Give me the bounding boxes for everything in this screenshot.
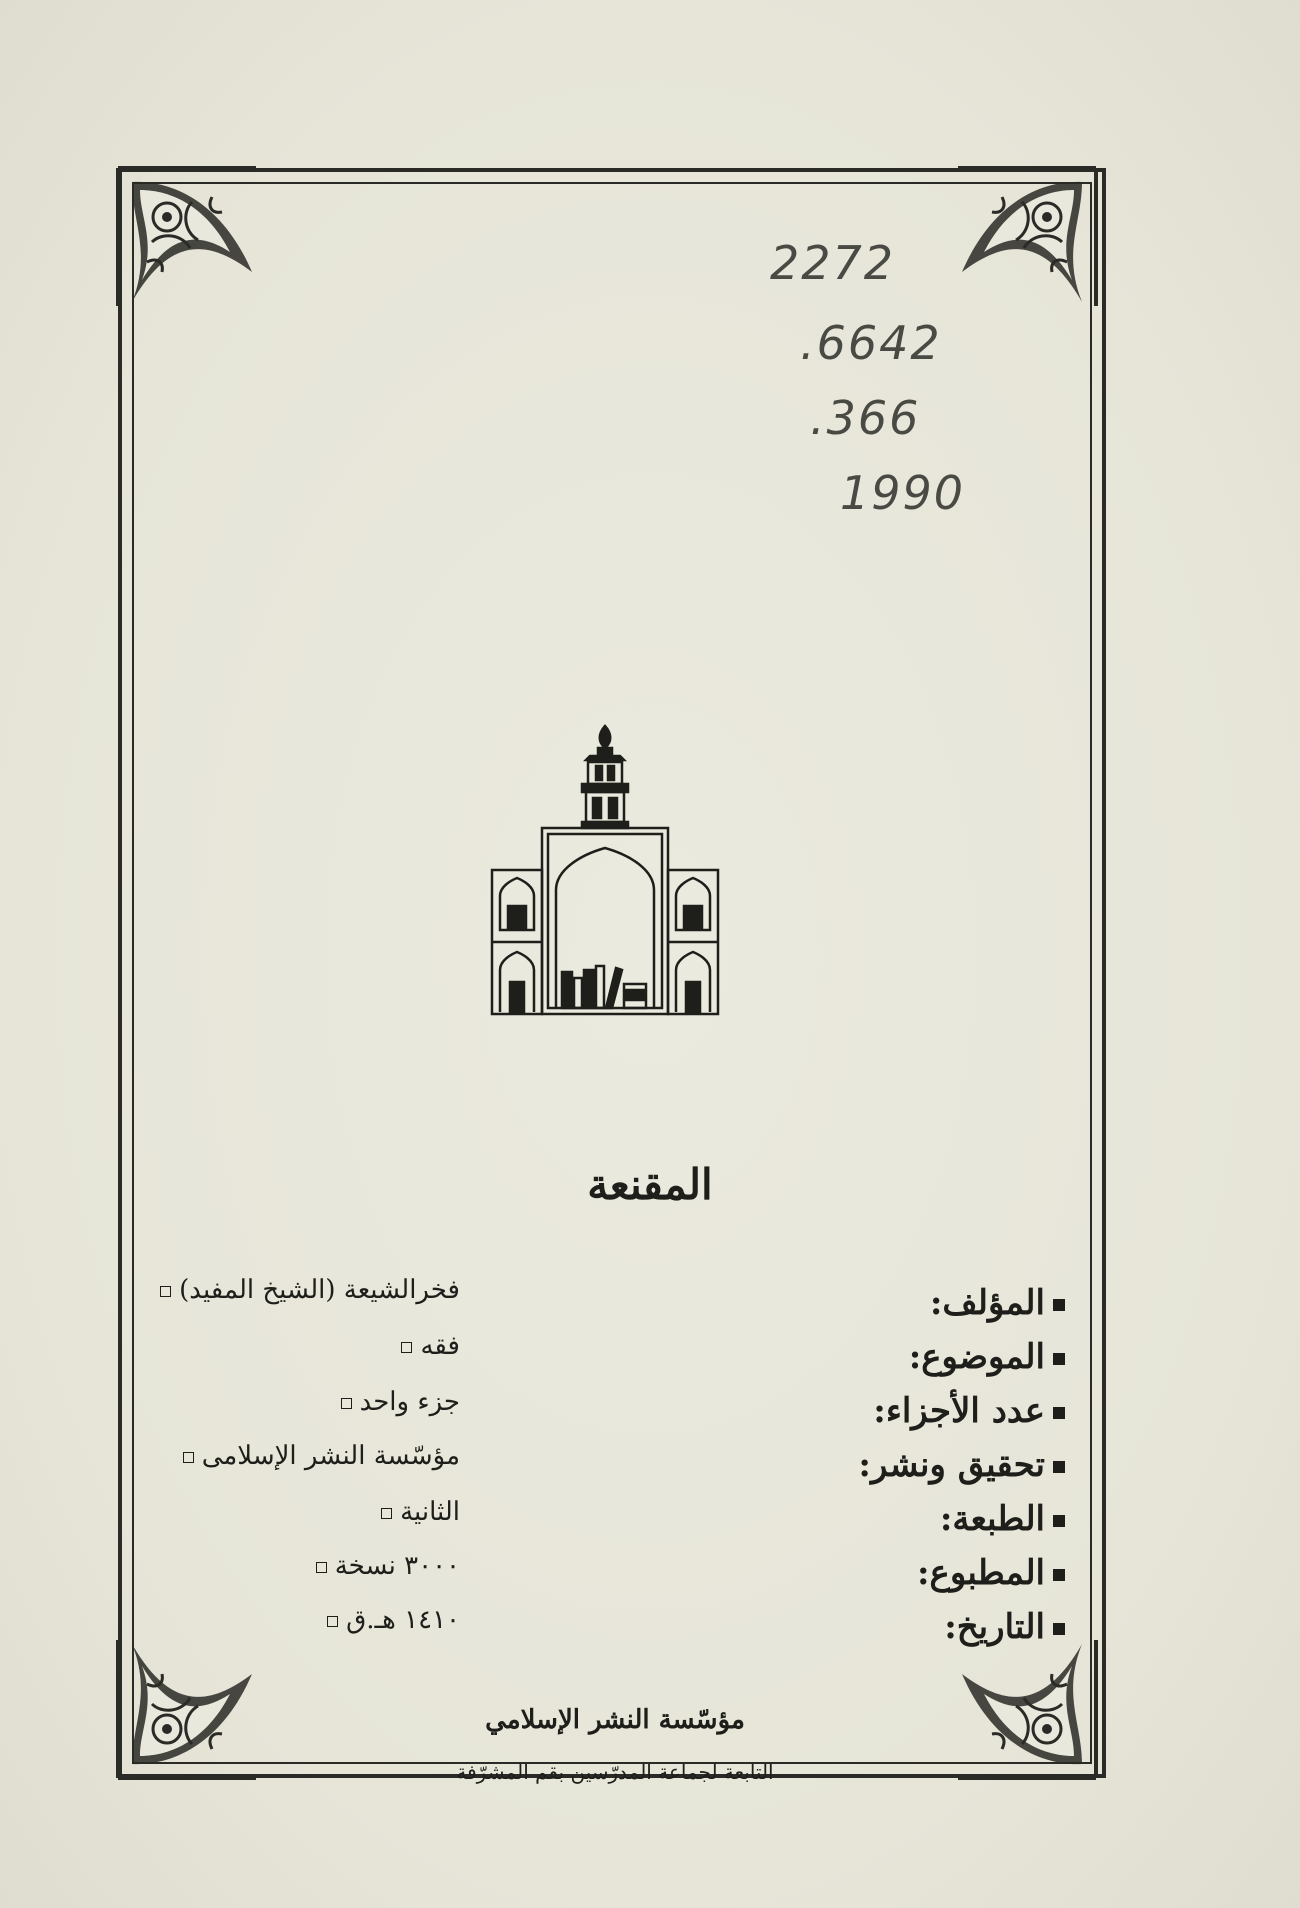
info-label: المؤلف: bbox=[930, 1283, 1065, 1323]
call-number-line: .6642 bbox=[800, 316, 942, 370]
hollow-square-icon bbox=[183, 1452, 194, 1463]
info-label: الموضوع: bbox=[909, 1337, 1065, 1377]
info-label: عدد الأجزاء: bbox=[873, 1391, 1065, 1431]
square-bullet-icon bbox=[1053, 1623, 1065, 1635]
info-row-subject bbox=[0, 1331, 1300, 1387]
info-row-author bbox=[0, 1275, 1300, 1333]
info-row-volumes bbox=[0, 1387, 1300, 1441]
hollow-square-icon bbox=[401, 1342, 412, 1353]
seminary-building-emblem-icon bbox=[490, 720, 720, 1020]
info-label: المطبوع: bbox=[917, 1553, 1065, 1593]
info-row-edited-published bbox=[0, 1441, 1300, 1495]
book-title: المقنعة bbox=[587, 1160, 713, 1209]
info-row-print-run bbox=[0, 1553, 1300, 1603]
info-row-date bbox=[0, 1607, 1300, 1657]
square-bullet-icon bbox=[1053, 1515, 1065, 1527]
info-row-edition bbox=[0, 1499, 1300, 1549]
publisher-affiliation: التابعة لجماعة المدرّسين بقم المشرّفة bbox=[456, 1760, 774, 1784]
info-value: فقه bbox=[401, 1331, 460, 1361]
corner-ornament-icon bbox=[952, 162, 1102, 312]
call-number-line: .366 bbox=[810, 391, 921, 445]
hollow-square-icon bbox=[316, 1562, 327, 1573]
info-value: ١٤١٠ هـ.ق bbox=[327, 1605, 460, 1635]
info-label: التاريخ: bbox=[944, 1607, 1065, 1647]
corner-ornament-icon bbox=[112, 162, 262, 312]
square-bullet-icon bbox=[1053, 1299, 1065, 1311]
square-bullet-icon bbox=[1053, 1353, 1065, 1365]
hollow-square-icon bbox=[381, 1508, 392, 1519]
info-label: الطبعة: bbox=[940, 1499, 1065, 1539]
publisher-name: مؤسّسة النشر الإسلامي bbox=[485, 1705, 745, 1735]
square-bullet-icon bbox=[1053, 1569, 1065, 1581]
info-value: جزء واحد bbox=[341, 1387, 460, 1417]
info-value: الثانية bbox=[381, 1497, 460, 1527]
hollow-square-icon bbox=[160, 1286, 171, 1297]
hollow-square-icon bbox=[341, 1398, 352, 1409]
info-label: تحقيق ونشر: bbox=[858, 1445, 1065, 1485]
square-bullet-icon bbox=[1053, 1407, 1065, 1419]
hollow-square-icon bbox=[327, 1616, 338, 1627]
info-value: مؤسّسة النشر الإسلامى bbox=[183, 1441, 460, 1471]
info-value: فخرالشيعة (الشيخ المفيد) bbox=[160, 1275, 460, 1305]
call-number-line: 2272 bbox=[770, 236, 896, 290]
info-value: ٣٠٠٠ نسخة bbox=[316, 1551, 460, 1581]
square-bullet-icon bbox=[1053, 1461, 1065, 1473]
call-number-line: 1990 bbox=[840, 466, 966, 520]
